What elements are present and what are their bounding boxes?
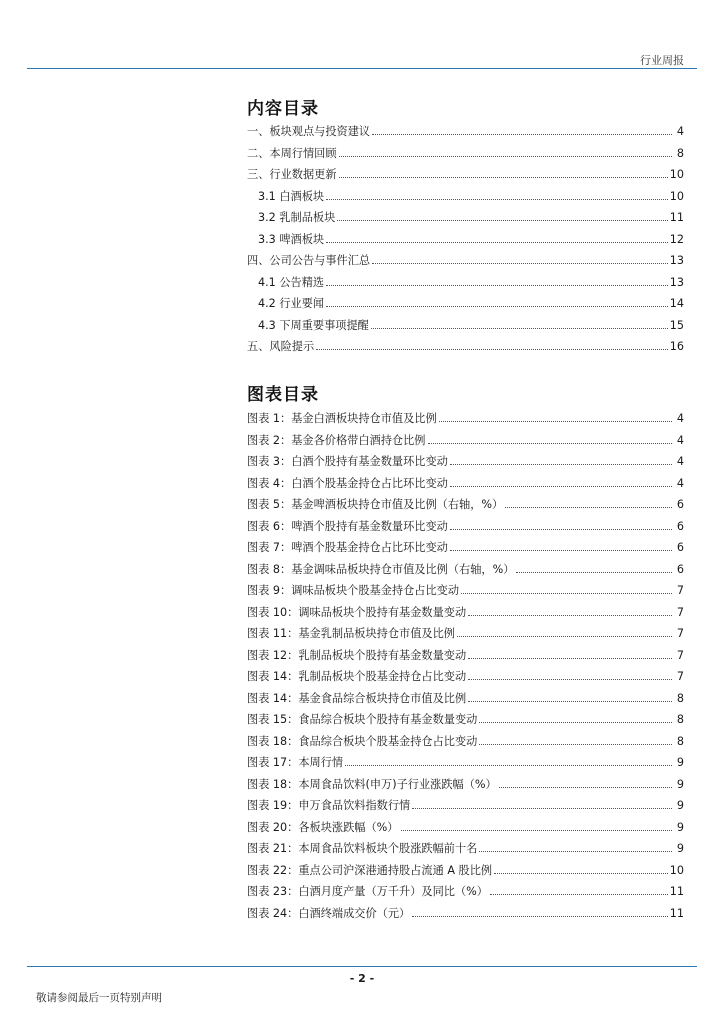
toc-entry-page: 9	[676, 842, 684, 855]
toc-entry-page: 6	[676, 498, 684, 511]
toc-entry-label: 3.2 乳制品板块	[258, 211, 336, 224]
toc-entry-label: 4.3 下周重要事项提醒	[258, 318, 369, 332]
figure-entry[interactable]	[247, 451, 684, 473]
toc-entry-label: 4.2 行业要闻	[258, 297, 325, 310]
toc-entry-label: 图表 7：啤酒个股基金持仓占比环比变动	[247, 541, 448, 554]
figure-entry[interactable]	[247, 580, 684, 602]
dot-leader	[401, 830, 673, 831]
contents-entry[interactable]	[247, 315, 684, 337]
toc-entry-page: 14	[669, 297, 684, 310]
toc-entry-page: 15	[669, 318, 684, 332]
dot-leader	[468, 679, 672, 680]
dot-leader	[516, 572, 672, 573]
dot-leader	[468, 701, 672, 702]
dot-leader	[372, 263, 668, 264]
figure-entry[interactable]	[247, 408, 684, 430]
figure-entry[interactable]	[247, 537, 684, 559]
toc-entry-label: 图表 24：白酒终端成交价（元）	[247, 906, 411, 920]
toc-entry-label: 图表 20：各板块涨跌幅（%）	[247, 820, 399, 834]
contents-entry[interactable]	[247, 272, 684, 294]
toc-entry-page: 16	[669, 340, 684, 353]
figure-entry[interactable]	[247, 473, 684, 495]
toc-entry-label: 图表 11：基金乳制品板块持仓市值及比例	[247, 627, 455, 640]
toc-entry-page: 13	[669, 275, 684, 289]
dot-leader	[450, 529, 672, 530]
figure-entry[interactable]	[247, 688, 684, 710]
toc-entry-page: 4	[676, 476, 684, 490]
dot-leader	[339, 177, 668, 178]
toc-entry-page: 8	[676, 691, 684, 705]
figure-entry[interactable]	[247, 430, 684, 452]
dot-leader	[339, 156, 672, 157]
figure-entry[interactable]	[247, 666, 684, 688]
toc-entry-label: 3.3 啤酒板块	[258, 232, 325, 246]
dot-leader	[468, 658, 672, 659]
toc-entry-label: 二、本周行情回顾	[247, 146, 337, 160]
toc-entry-page: 4	[676, 412, 684, 425]
toc-entry-page: 7	[676, 605, 684, 619]
toc-entry-label: 图表 14：乳制品板块个股基金持仓占比变动	[247, 670, 467, 683]
toc-entry-page: 7	[676, 584, 684, 597]
toc-entry-page: 4	[676, 125, 684, 138]
dot-leader	[468, 615, 672, 616]
contents-entry[interactable]	[247, 229, 684, 251]
toc-entry-label: 图表 19：申万食品饮料指数行情	[247, 799, 411, 812]
figure-entry[interactable]	[247, 494, 684, 516]
toc-entry-label: 4.1 公告精选	[258, 275, 325, 289]
dot-leader	[326, 306, 668, 307]
figure-entry[interactable]	[247, 645, 684, 667]
toc-entry-label: 图表 12：乳制品板块个股持有基金数量变动	[247, 648, 467, 662]
toc-entry-label: 图表 6：啤酒个股持有基金数量环比变动	[247, 519, 448, 533]
toc-entry-page: 9	[676, 820, 684, 834]
figure-entry[interactable]	[247, 817, 684, 839]
figure-entry[interactable]	[247, 795, 684, 817]
figure-entry[interactable]	[247, 602, 684, 624]
contents-title: 内容目录	[247, 99, 319, 119]
dot-leader	[490, 894, 668, 895]
dot-leader	[326, 199, 668, 200]
figure-entry[interactable]	[247, 838, 684, 860]
toc-entry-page: 10	[669, 863, 684, 877]
toc-entry-page: 4	[676, 455, 684, 468]
dot-leader	[428, 443, 673, 444]
dot-leader	[372, 134, 672, 135]
figure-entry[interactable]	[247, 903, 684, 925]
contents-entry[interactable]	[247, 164, 684, 186]
toc-entry-page: 11	[669, 885, 684, 898]
toc-entry-page: 11	[669, 211, 684, 224]
toc-entry-label: 图表 22：重点公司沪深港通持股占流通 A 股比例	[247, 863, 493, 877]
contents-entry[interactable]	[247, 143, 684, 165]
toc-entry-label: 图表 3：白酒个股持有基金数量环比变动	[247, 455, 448, 468]
dot-leader	[479, 851, 672, 852]
toc-entry-label: 图表 1：基金白酒板块持仓市值及比例	[247, 412, 437, 425]
contents-entry[interactable]	[247, 186, 684, 208]
dot-leader	[494, 873, 668, 874]
contents-entry[interactable]	[247, 121, 684, 143]
figure-entry[interactable]	[247, 731, 684, 753]
toc-entry-label: 图表 9：调味品板块个股基金持仓占比变动	[247, 584, 460, 597]
header-divider	[27, 68, 697, 69]
toc-entry-label: 图表 14：基金食品综合板块持仓市值及比例	[247, 691, 467, 705]
dot-leader	[457, 636, 672, 637]
dot-leader	[371, 328, 668, 329]
figure-entry[interactable]	[247, 752, 684, 774]
dot-leader	[337, 220, 667, 221]
dot-leader	[450, 464, 672, 465]
toc-entry-page: 10	[669, 189, 684, 203]
figures-list	[247, 408, 684, 924]
dot-leader	[505, 507, 672, 508]
contents-entry[interactable]	[247, 207, 684, 229]
figures-title: 图表目录	[247, 385, 319, 405]
toc-entry-page: 7	[676, 670, 684, 683]
dot-leader	[461, 593, 672, 594]
toc-entry-label: 图表 8：基金调味品板块持仓市值及比例（右轴，%）	[247, 562, 515, 576]
toc-entry-page: 6	[676, 562, 684, 576]
toc-entry-page: 9	[676, 756, 684, 769]
toc-entry-label: 三、行业数据更新	[247, 168, 337, 181]
toc-entry-page: 6	[676, 541, 684, 554]
disclaimer-text: 敬请参阅最后一页特别声明	[36, 992, 162, 1004]
dot-leader	[450, 550, 672, 551]
dot-leader	[412, 916, 668, 917]
toc-entry-page: 8	[676, 146, 684, 160]
figure-entry[interactable]	[247, 559, 684, 581]
dot-leader	[316, 349, 668, 350]
toc-entry-label: 图表 17：本周行情	[247, 756, 344, 769]
toc-entry-page: 8	[676, 734, 684, 748]
dot-leader	[499, 787, 672, 788]
dot-leader	[326, 285, 668, 286]
figure-entry[interactable]	[247, 860, 684, 882]
figure-entry[interactable]	[247, 774, 684, 796]
toc-entry-page: 7	[676, 627, 684, 640]
dot-leader	[479, 722, 672, 723]
toc-entry-page: 12	[669, 232, 684, 246]
toc-entry-label: 3.1 白酒板块	[258, 189, 325, 203]
toc-entry-page: 8	[676, 713, 684, 726]
toc-entry-label: 图表 18：本周食品饮料(申万)子行业涨跌幅（%）	[247, 777, 497, 791]
toc-entry-label: 图表 18：食品综合板块个股基金持仓占比变动	[247, 734, 478, 748]
toc-entry-label: 图表 23：白酒月度产量（万千升）及同比（%）	[247, 885, 488, 898]
dot-leader	[479, 744, 672, 745]
contents-list	[247, 121, 684, 358]
toc-entry-page: 13	[669, 254, 684, 267]
toc-entry-label: 图表 15：食品综合板块个股持有基金数量变动	[247, 713, 478, 726]
dot-leader	[326, 242, 668, 243]
dot-leader	[450, 486, 672, 487]
toc-entry-page: 11	[669, 906, 684, 920]
toc-entry-label: 图表 4：白酒个股基金持仓占比环比变动	[247, 476, 448, 490]
contents-entry[interactable]	[247, 293, 684, 315]
figure-entry[interactable]	[247, 709, 684, 731]
toc-entry-label: 图表 21：本周食品饮料板块个股涨跌幅前十名	[247, 842, 478, 855]
page-number: - 2 -	[349, 972, 375, 985]
dot-leader	[345, 765, 672, 766]
toc-entry-label: 四、公司公告与事件汇总	[247, 254, 371, 267]
dot-leader	[412, 808, 672, 809]
toc-entry-page: 6	[676, 519, 684, 533]
toc-entry-page: 4	[676, 433, 684, 447]
toc-entry-page: 9	[676, 799, 684, 812]
toc-entry-label: 一、板块观点与投资建议	[247, 125, 371, 138]
contents-entry[interactable]	[247, 336, 684, 358]
toc-entry-page: 10	[669, 168, 684, 181]
toc-entry-page: 9	[676, 777, 684, 791]
figure-entry[interactable]	[247, 623, 684, 645]
toc-entry-label: 图表 10：调味品板块个股持有基金数量变动	[247, 605, 467, 619]
header-report-type: 行业周报	[640, 54, 684, 67]
toc-entry-page: 7	[676, 648, 684, 662]
contents-entry[interactable]	[247, 250, 684, 272]
toc-entry-label: 图表 5：基金啤酒板块持仓市值及比例（右轴，%）	[247, 498, 504, 511]
dot-leader	[439, 421, 672, 422]
footer-divider	[27, 966, 697, 967]
figure-entry[interactable]	[247, 516, 684, 538]
toc-entry-label: 五、风险提示	[247, 340, 315, 353]
toc-entry-label: 图表 2：基金各价格带白酒持仓比例	[247, 433, 426, 447]
figure-entry[interactable]	[247, 881, 684, 903]
